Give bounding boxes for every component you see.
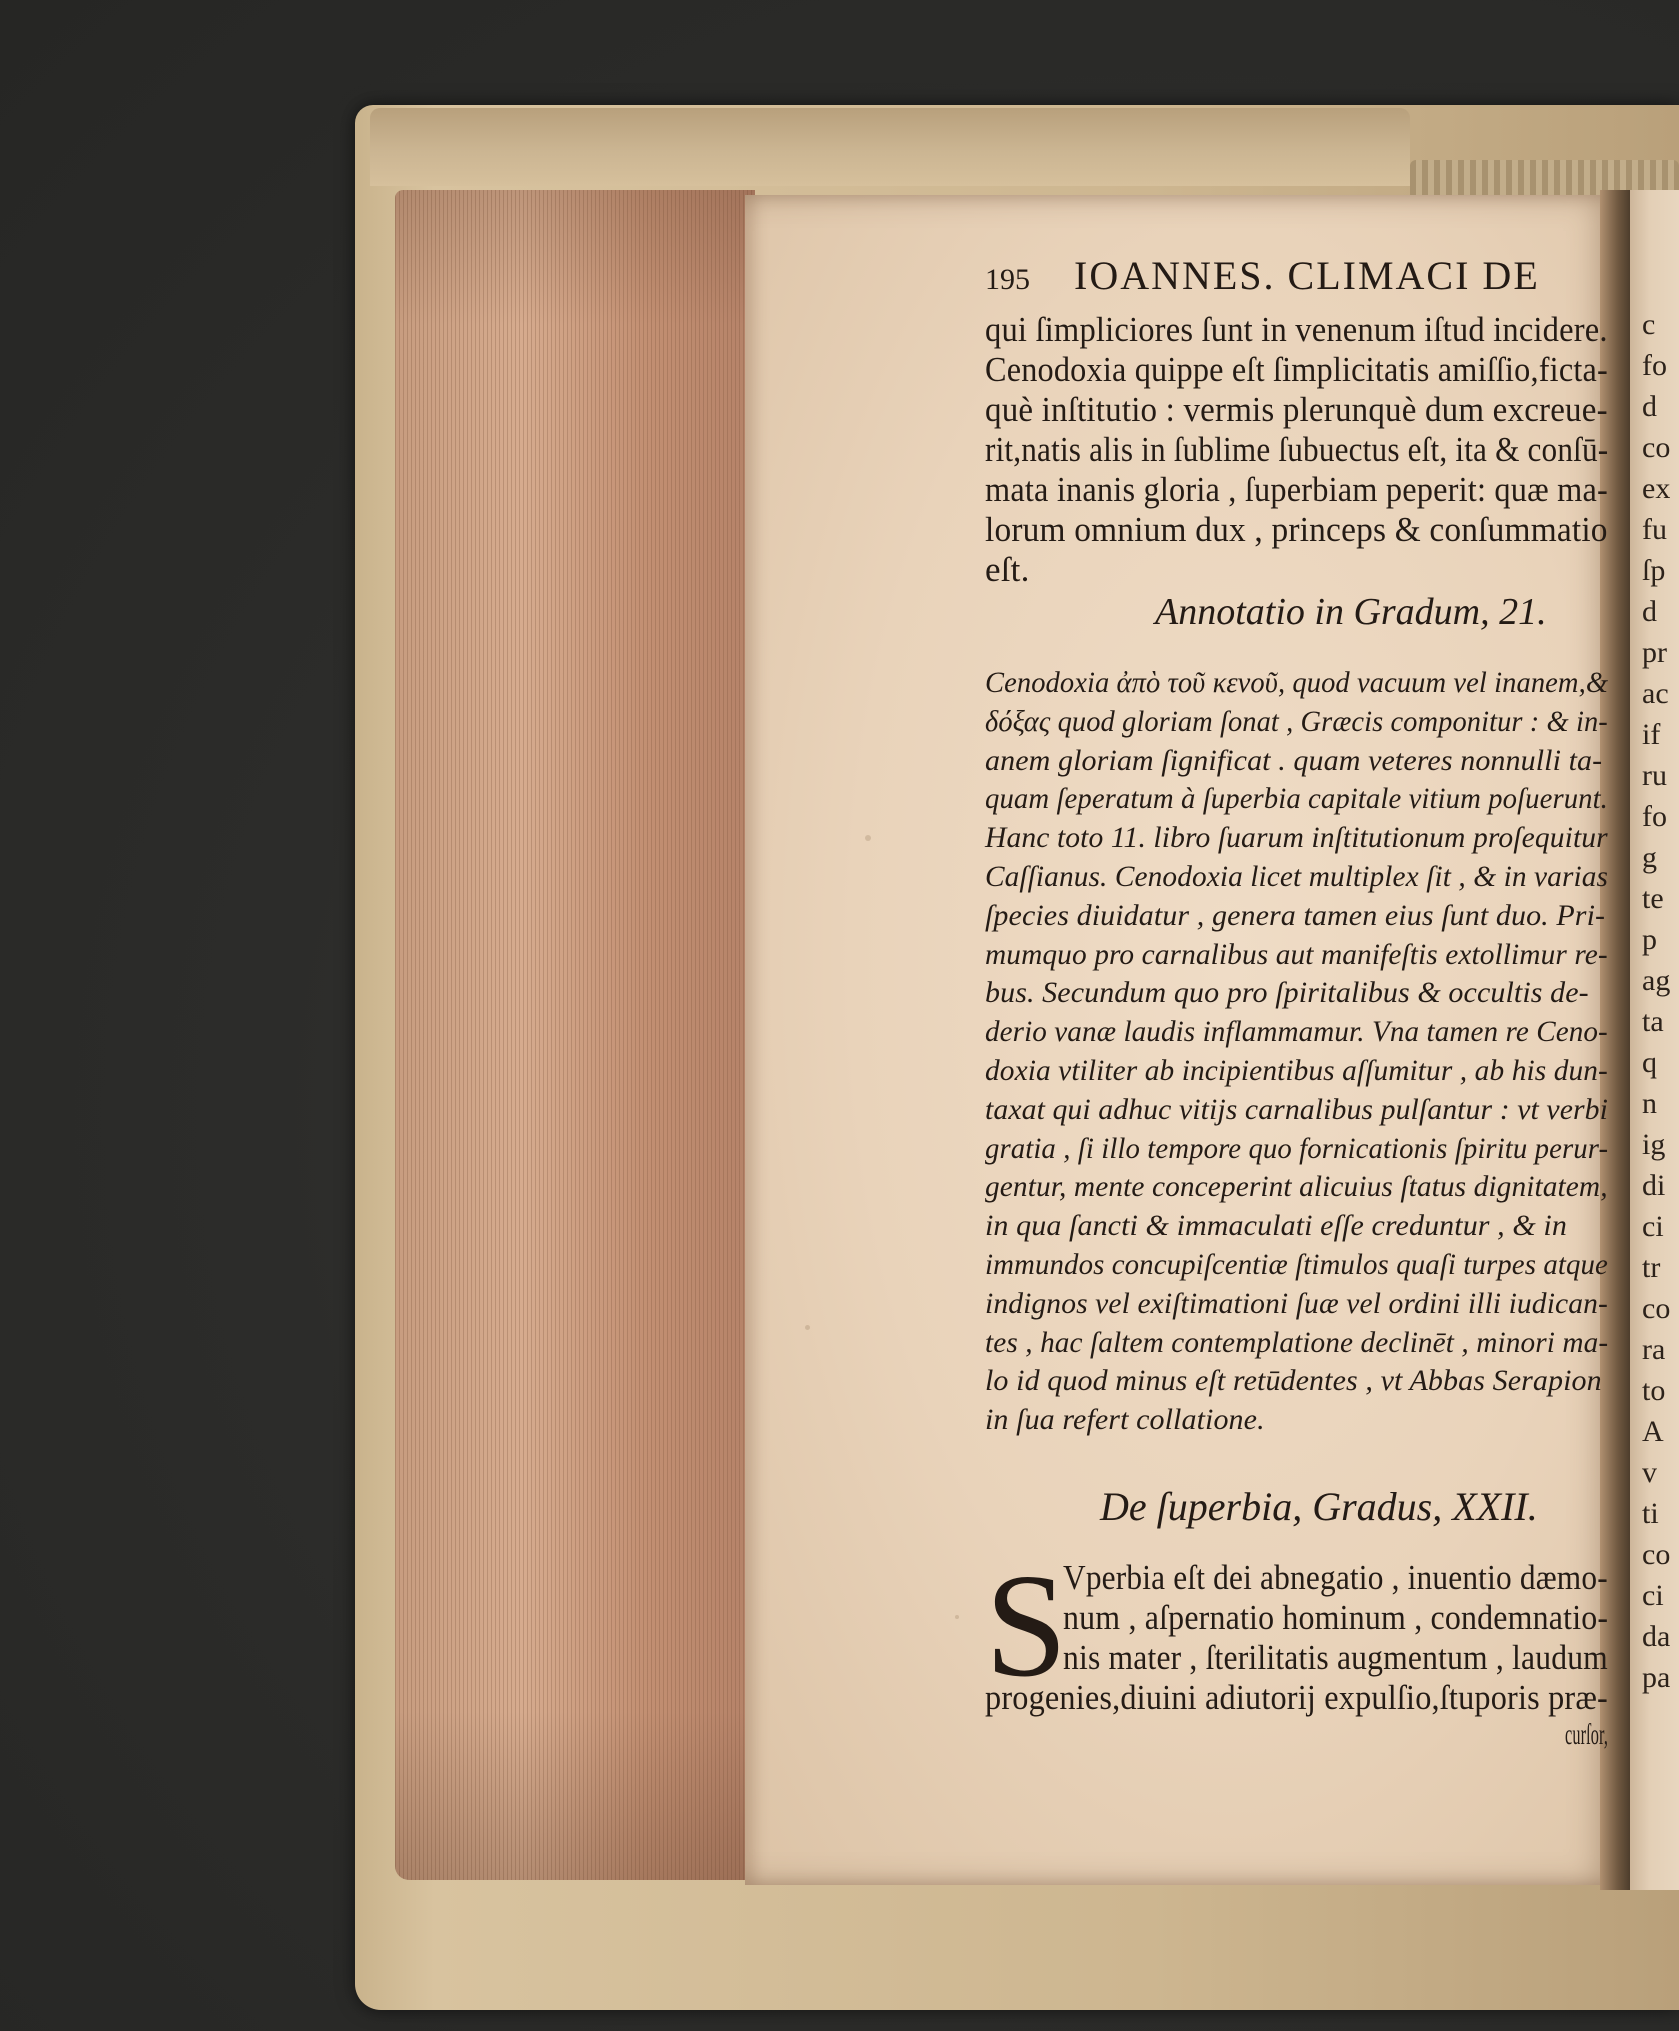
running-head: [985, 252, 1540, 299]
facing-page-letter: c: [1642, 308, 1656, 341]
annotation-line: gratia , ſi illo tempore quo fornicationis ſpiritu perur-: [985, 1131, 1609, 1165]
annotation-line: Caſſianus. Cenodoxia licet multiplex ſit , & in varias: [985, 860, 1609, 893]
body-line: mata inanis gloria , ſuperbiam peperit: quæ ma-: [985, 470, 1608, 509]
facing-page-letter: A: [1642, 1415, 1664, 1448]
facing-page-letter: g: [1642, 841, 1657, 874]
facing-page-letter: v: [1642, 1456, 1657, 1489]
annotation-line: δόξας quod gloriam ſonat , Græcis componitur : & in-: [985, 704, 1608, 738]
body-line: rit,natis alis in ſublime ſubuectus eſt, ita & conſū-: [985, 430, 1609, 469]
facing-page-letter: d: [1642, 390, 1657, 423]
annotation-line: tes , hac ſaltem contemplatione declinēt , minori ma-: [985, 1325, 1609, 1359]
facing-page-letter: q: [1642, 1046, 1657, 1079]
facing-page-letter: fo: [1642, 800, 1667, 833]
chapter-heading: De ſuperbia, Gradus, XXII.: [1100, 1484, 1538, 1529]
facing-page-letter: pr: [1642, 636, 1667, 669]
drop-cap: S: [985, 1544, 1068, 1708]
facing-page-letter: ti: [1642, 1497, 1659, 1530]
annotation-line: quam ſeperatum à ſuperbia capitale vitium poſuerunt.: [985, 782, 1608, 816]
annotation-line: Cenodoxia ἀπὸ τοῦ κενοῦ, quod vacuum vel inanem,&: [985, 666, 1609, 699]
facing-page-letter: to: [1642, 1374, 1666, 1407]
page-number: 195: [985, 263, 1030, 296]
facing-page-letter: tr: [1642, 1251, 1661, 1284]
book-cover-top-edge: [370, 108, 1410, 186]
annotation-line: ſpecies diuidatur , genera tamen eius ſunt duo. Pri-: [985, 898, 1606, 932]
facing-page-letter: pa: [1642, 1661, 1671, 1694]
annotation-line: mumquo pro carnalibus aut manifeſtis extollimur re-: [985, 937, 1608, 971]
body-line: qui ſimpliciores ſunt in venenum iſtud incidere.: [985, 310, 1608, 349]
body-line: què inſtitutio : vermis plerunquè dum excreue-: [985, 390, 1608, 429]
annotation-line: immundos concupiſcentiæ ſtimulos quaſi turpes atque: [985, 1248, 1608, 1281]
body-line: lorum omnium dux , princeps & conſummatio: [985, 510, 1608, 549]
paper-spot: [865, 835, 871, 841]
facing-page-letter: ru: [1642, 759, 1667, 792]
facing-page-letter: if: [1642, 718, 1661, 751]
chapter-line: progenies,diuini adiutorij expulſio,ſtuporis præ-: [985, 1678, 1608, 1717]
annotation-line: doxia vtiliter ab incipientibus aſſumitur , ab his dun-: [985, 1054, 1608, 1087]
chapter-line: curſor,: [1565, 1718, 1609, 1751]
annotation-heading: Annotatio in Gradum, 21.: [1155, 591, 1547, 633]
facing-page-letter: ac: [1642, 677, 1669, 710]
facing-page-letter: fu: [1642, 513, 1667, 546]
annotation-line: lo id quod minus eſt retūdentes , vt Abbas Serapion: [985, 1364, 1602, 1398]
facing-page-letter: co: [1642, 431, 1671, 464]
facing-page-letter: da: [1642, 1620, 1671, 1653]
facing-page-letter: ag: [1642, 964, 1671, 997]
chapter-line: num , aſpernatio hominum , condemnatio-: [1063, 1598, 1609, 1637]
facing-page-letter: ta: [1642, 1005, 1664, 1038]
facing-page-letter: ci: [1642, 1579, 1664, 1612]
facing-page: [1630, 190, 1679, 1890]
facing-page-letter: ſp: [1642, 554, 1666, 587]
facing-page-letter: ra: [1642, 1333, 1666, 1366]
facing-page-letter: p: [1642, 923, 1657, 956]
facing-page-letter: n: [1642, 1087, 1657, 1120]
annotation-line: derio vanæ laudis inflammamur. Vna tamen re Ceno-: [985, 1015, 1608, 1049]
facing-page-letter: d: [1642, 595, 1657, 628]
annotation-line: taxat qui adhuc vitijs carnalibus pulſantur : vt verbi: [985, 1092, 1609, 1126]
facing-page-letter: ci: [1642, 1210, 1664, 1243]
annotation-line: in ſua refert collatione.: [985, 1403, 1265, 1437]
facing-page-letter: ex: [1642, 472, 1671, 505]
facing-page-letter: te: [1642, 882, 1664, 915]
facing-page-letter: di: [1642, 1169, 1666, 1202]
paper-spot: [955, 1615, 959, 1619]
chapter-line: nis mater , ſterilitatis augmentum , laudum: [1063, 1638, 1608, 1677]
annotation-line: anem gloriam ſignificat . quam veteres nonnulli ta-: [985, 743, 1603, 777]
running-title: IOANNES. CLIMACI DE: [1074, 253, 1540, 298]
annotation-line: Hanc toto 11. libro ſuarum inſtitutionum proſequitur: [985, 821, 1608, 855]
annotation-line: indignos vel exiſtimationi ſuæ vel ordini illi iudican-: [985, 1286, 1608, 1320]
page-edges-shade: [395, 190, 755, 1880]
body-line: eſt.: [985, 550, 1030, 589]
body-line: Cenodoxia quippe eſt ſimplicitatis amiſſio,ficta-: [985, 350, 1608, 389]
facing-page-letter: co: [1642, 1292, 1671, 1325]
paper-spot: [805, 1325, 810, 1330]
facing-page-letter: ig: [1642, 1128, 1666, 1161]
chapter-line: Vperbia eſt dei abnegatio , inuentio dæmo-: [1063, 1558, 1608, 1597]
facing-page-letter: fo: [1642, 349, 1667, 382]
annotation-line: bus. Secundum quo pro ſpiritalibus & occultis de-: [985, 976, 1589, 1010]
annotation-line: gentur, mente conceperint alicuius ſtatus dignitatem,: [985, 1170, 1608, 1204]
annotation-line: in qua ſancti & immaculati eſſe creduntur , & in: [985, 1209, 1567, 1243]
facing-page-letter: co: [1642, 1538, 1671, 1571]
